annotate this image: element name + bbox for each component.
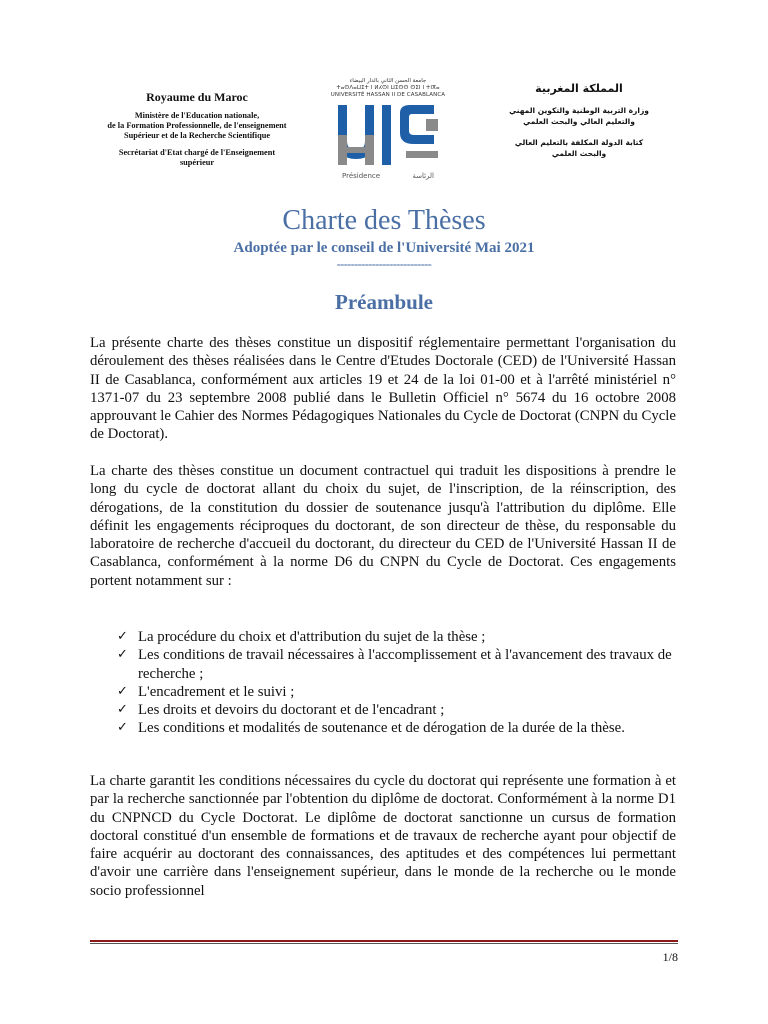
university-logo-block [330, 78, 446, 180]
letterhead-right-ar [504, 82, 654, 159]
presidence-fr: Présidence [342, 172, 381, 180]
university-name-fr: UNIVERSITÉ HASSAN II DE CASABLANCA [330, 92, 446, 98]
university-name-ar: جامعة الحسن الثاني بالدار البيضاء [349, 78, 427, 84]
paragraph: La charte des thèses constitue un document contractuel qui traduit les dispositions à prendre le long du cycle de doctorat allant du choix du sujet, de l'inscription, de la réinscription, des dérogations, de la constitution du dossier de soutenance jusqu'à l'attribution du diplôme. Elle définit les engagements réciproques du doctorant, de son directeur de thèse, du responsable du laboratoire de recherche d'accueil du doctorant, du directeur du CED de l'Université Hassan II de Casablanca, conformément à la norme D6 du CNPN du Cycle de Doctorat. Ces engagements portent notamment sur : [90, 463, 676, 589]
list-item: ✓ Les droits et devoirs du doctorant et de l'encadrant ; [117, 702, 445, 719]
paragraph: La charte garantit les conditions nécessaires du cycle du doctorat qui représente une formation à et par la recherche sanctionnée par l'obtention du diplôme de doctorat. Conformément à la norme D1 du CNPNCD du Cycle Doctorat. Le diplôme de doctorat sanctionne un cursus de formation doctoral constitué d'un ensemble de formations et de travaux de recherche ayant pour objectif de faire acquérir au doctorant des connaissances, des aptitudes et des compétences lui permettant d'avoir une carrière dans l'enseignement supérieur, dans le monde de la recherche ou le monde socio professionnel [90, 773, 676, 899]
list-item: ✓ L'encadrement et le suivi ; [117, 683, 295, 700]
document-title: Charte des Thèses [282, 205, 486, 236]
secretariat-ar-line: والبحث العلمي [551, 149, 607, 158]
document-subtitle: Adoptée par le conseil de l'Université Mai 2021 [233, 240, 535, 256]
list-item: ✓ La procédure du choix et d'attribution du sujet de la thèse ; [117, 629, 486, 645]
ministry-ar-line: وزارة التربية الوطنية والتكوين المهني [509, 106, 649, 115]
presidence-ar: الرئاسة [412, 172, 434, 180]
list-item: ✓ Les conditions et modalités de soutenance et de dérogation de la durée de la thèse. [117, 720, 625, 737]
kingdom-ar: المملكة المغربية [535, 82, 623, 95]
check-icon: ✓ [117, 629, 128, 644]
letterhead [0, 78, 768, 188]
ministry-line: de la Formation Professionnelle, de l'enseignement [107, 121, 287, 130]
ministry-line: Supérieur et de la Recherche Scientifique [123, 131, 271, 140]
kingdom-fr: Royaume du Maroc [146, 90, 248, 104]
page-number: 1/8 [662, 950, 678, 964]
ministry-ar-line: والتعليم العالي والبحث العلمي [523, 117, 635, 126]
list-item: ✓ Les conditions de travail nécessaires à l'accomplissement et à l'avancement des travaux de recherche ; [117, 647, 672, 682]
university-name-amazigh: ⵜⴰⵙⴷⴰⵡⵉⵜ ⵏ ⵍⵃⵙⵏ ⵡⵉⵙⵙ ⵙⵉⵏ ⵏ ⵜⵏⴳⴰ [336, 85, 440, 91]
check-icon: ✓ [117, 720, 128, 736]
section-heading: Préambule [335, 290, 433, 314]
paragraph: La présente charte des thèses constitue un dispositif réglementaire permettant l'organisation du déroulement des thèses réalisées dans le Centre d'Etudes Doctorale (CED) de l'Université Hassan II de Casablanca, conformément aux articles 19 et 24 de la loi 01-00 et à l'arrêté ministériel n° 1371-07 du 23 septembre 2008 publié dans le Bulletin Officiel n° 5674 du 16 octobre 2008 approuvant le Cahier des Normes Pédagogiques Nationales du Cycle de Doctorat (CNPN du Cycle de Doctorat). [90, 335, 676, 443]
letterhead-left-fr [92, 90, 302, 168]
check-icon: ✓ [117, 702, 128, 718]
check-icon: ✓ [117, 647, 128, 663]
secretariat-line: Secrétariat d'Etat chargé de l'Enseignement [118, 148, 276, 157]
secretariat-line: supérieur [179, 158, 215, 167]
ministry-line: Ministère de l'Education nationale, [134, 111, 260, 120]
check-icon: ✓ [117, 683, 128, 699]
footer-rule [90, 940, 678, 944]
uh2-logo-icon [330, 101, 446, 169]
title-divider: --------------------------- [336, 257, 432, 271]
secretariat-ar-line: كتابة الدولة المكلفة بالتعليم العالي [514, 138, 644, 147]
engagement-list [117, 628, 677, 738]
